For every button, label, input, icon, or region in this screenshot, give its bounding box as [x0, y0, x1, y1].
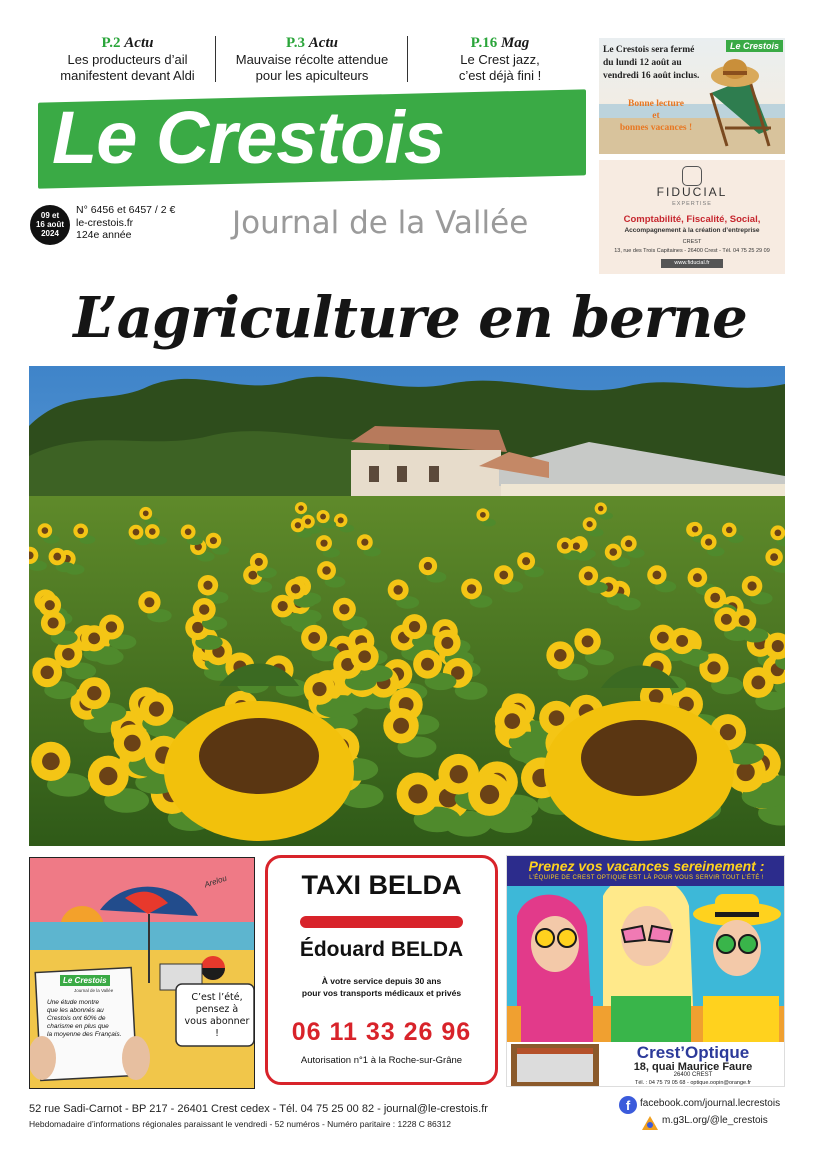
teaser-text-line1: Les producteurs d’ail	[67, 52, 188, 67]
sunflower-core	[770, 553, 778, 561]
sunflower-core	[586, 521, 592, 527]
sunflower-core	[88, 632, 100, 644]
bubble-line: pensez à	[195, 1004, 239, 1015]
fiducial-services: Comptabilité, Fiscalité, Social,	[623, 214, 761, 225]
issue-info	[76, 204, 175, 242]
sunflower-core	[62, 648, 75, 661]
taxi-service-line1: À votre service depuis 30 ans	[321, 976, 442, 986]
sunflower-core	[338, 517, 344, 523]
teaser-p2[interactable]	[40, 34, 215, 86]
sunflower-core	[737, 763, 755, 781]
closure-ad-wish	[601, 98, 711, 134]
sunflower-core	[48, 618, 59, 629]
teaser-section: Actu	[308, 35, 338, 51]
sunflower-core	[739, 615, 750, 626]
sunflower-core	[653, 571, 662, 580]
front-page-headline[interactable]: L’agriculture en berne	[73, 285, 747, 351]
sunflower-core	[308, 632, 320, 644]
sunflower-core	[657, 632, 669, 644]
fiducial-website[interactable]: www.fiducial.fr	[661, 259, 723, 268]
teaser-p16[interactable]	[410, 34, 590, 86]
sunflower-core	[203, 581, 212, 590]
sunflower-core	[305, 518, 311, 524]
sunflower-core	[248, 571, 257, 580]
taxi-service-line2: pour vos transports médicaux et privés	[301, 988, 462, 998]
sunflower-core	[573, 543, 580, 550]
sunflower-core	[99, 767, 117, 785]
sunflower-core	[408, 784, 427, 803]
sunflower-core	[705, 539, 712, 546]
issue-number: N° 6456 et 6457 / 2 €	[76, 204, 176, 216]
sunflower-core	[421, 658, 434, 671]
masthead-title[interactable]: Le Crestois	[52, 96, 445, 179]
closure-ad-logo: Le Crestois	[726, 40, 783, 52]
teaser-page: P.3	[286, 35, 306, 51]
teaser-divider	[407, 36, 408, 82]
sunflower-core	[87, 686, 101, 700]
facebook-link[interactable]: facebook.com/journal.lecrestois	[640, 1098, 781, 1109]
sunflower-core	[106, 621, 117, 632]
optique-title: Prenez vos vacances sereinement :	[528, 858, 765, 874]
taxi-red-bar	[300, 916, 463, 928]
closure-notice-ad[interactable]	[599, 38, 785, 154]
taxi-phone[interactable]: 06 11 33 26 96	[291, 1018, 472, 1046]
sunflower-core	[561, 542, 568, 549]
sunflower-core	[53, 553, 61, 561]
sunflower-core	[393, 718, 409, 734]
sunflower-core	[312, 682, 326, 696]
closure-line: vendredi 16 août inclus.	[603, 71, 700, 81]
paper-line: charisme en plus que	[47, 1023, 109, 1030]
sunflower-core	[255, 558, 263, 566]
sunflower-core	[133, 529, 140, 536]
teaser-page: P.2	[101, 35, 121, 51]
taxi-title: TAXI BELDA	[301, 870, 462, 900]
sunflower-core	[77, 528, 84, 535]
footer-address: 52 rue Sadi-Carnot - BP 217 - 26401 Crest cedex - Tél. 04 75 25 00 82 - journal@le-crestois.fr	[29, 1103, 488, 1115]
date-badge-line: 09 et	[40, 211, 60, 220]
sunflower-core	[358, 650, 371, 663]
sunflower-core	[320, 540, 327, 547]
sunflower-core	[278, 601, 288, 611]
sunflower-core	[393, 585, 402, 594]
sunflower-core	[721, 614, 732, 625]
sunflower-core	[339, 604, 349, 614]
closure-line: du lundi 12 août au	[603, 58, 682, 68]
sunflower-core	[584, 571, 593, 580]
sunflower-core	[692, 526, 699, 533]
masthead-tagline: Journal de la Vallée	[232, 205, 529, 241]
teaser-text-line2: manifestent devant Aldi	[60, 68, 195, 83]
sunflower-core	[291, 584, 300, 593]
wish-line: Bonne lecture	[627, 99, 685, 109]
sunflower-core	[775, 529, 782, 536]
teaser-page: P.16	[470, 35, 498, 51]
sunflower-core	[693, 573, 702, 582]
teaser-ref	[40, 34, 215, 52]
sunflower-core	[554, 649, 567, 662]
paper-line: la moyenne des Français.	[47, 1031, 122, 1038]
sunflower-core	[582, 635, 594, 647]
sunflower-core	[199, 604, 209, 614]
fiducial-accompaniment: Accompagnement à la création d’entreprise	[624, 227, 760, 234]
sunflower-core	[609, 548, 617, 556]
sunflower-core	[549, 710, 565, 726]
sunflower-core	[467, 584, 476, 593]
issue-website[interactable]: le-crestois.fr	[76, 216, 134, 229]
teaser-divider	[215, 36, 216, 82]
social-link[interactable]: m.g3L.org/@le_crestois	[662, 1115, 768, 1126]
fiducial-logo-icon	[682, 166, 702, 186]
teaser-ref	[410, 34, 590, 52]
teaser-section: Mag	[500, 35, 530, 51]
sunflower-core	[522, 557, 530, 565]
sunflower-core	[676, 635, 688, 647]
crest-optique-ad[interactable]	[506, 855, 785, 1087]
sunflower-core	[499, 571, 508, 580]
sunflower-core	[710, 593, 720, 603]
sunflower-core	[480, 785, 499, 804]
fiducial-address: 13, rue des Trois Capitaines - 26400 Crest - Tél. 04 75 25 29 09	[614, 248, 770, 254]
sunflower-core	[441, 637, 453, 649]
subscription-cartoon[interactable]	[29, 857, 255, 1089]
sunflower-core	[210, 537, 217, 544]
fiducial-name: FIDUCIAL	[656, 185, 728, 199]
optique-address: 18, quai Maurice Faure	[633, 1061, 753, 1073]
issue-year: 124e année	[76, 229, 132, 241]
taxi-authorization: Autorisation n°1 à la Roche-sur-Grâne	[300, 1055, 463, 1066]
fiducial-sub: EXPERTISE	[672, 201, 712, 207]
paper-line: Crestois ont 60% de	[47, 1015, 106, 1022]
sunflower-core	[361, 539, 368, 546]
footer-publication-info: Hebdomadaire d’informations régionales paraissant le vendredi - 52 numéros - Numéro paritaire : 1228 C 86312	[29, 1119, 451, 1129]
sunflower-core	[598, 506, 604, 512]
sunflower-core	[149, 701, 164, 716]
sunflower-core	[295, 522, 301, 528]
mastodon-icon[interactable]	[642, 1116, 658, 1130]
teaser-text-line2: c’est déjà fini !	[458, 68, 542, 83]
bubble-line: vous abonner !	[184, 1016, 250, 1039]
teaser-p3[interactable]	[218, 34, 406, 86]
teaser-ref	[218, 34, 406, 52]
teaser-section: Actu	[124, 35, 154, 51]
sunflower-core	[143, 510, 149, 516]
cartoon-paper-logo-sub: Journal de la Vallée	[74, 988, 114, 993]
sunflower-core	[185, 529, 192, 536]
sunflower-core	[192, 622, 203, 633]
bubble-line: C’est l’été,	[191, 992, 243, 1003]
sunflower-core	[41, 666, 54, 679]
wish-line: bonnes vacances !	[619, 123, 693, 133]
optique-subtitle: L’ÉQUIPE DE CREST OPTIQUE EST LÀ POUR VOUS SERVIR TOUT L’ÉTÉ !	[529, 875, 764, 881]
cartoon-paper-text	[47, 999, 123, 1039]
cartoon-speech-bubble	[182, 992, 252, 1040]
wish-line: et	[652, 111, 660, 121]
sunflower-core	[409, 621, 420, 632]
sunflower-core	[726, 527, 733, 534]
date-badge-line: 2024	[41, 229, 59, 238]
sunflower-core	[504, 713, 520, 729]
sunflower-core	[42, 752, 60, 770]
taxi-belda-ad[interactable]	[265, 855, 498, 1085]
sunflower-core	[424, 562, 432, 570]
sunflower-core	[747, 581, 756, 590]
sunflower-core	[707, 661, 720, 674]
sunflower-core	[322, 566, 330, 574]
optique-brand: Crest’Optique	[636, 1043, 750, 1062]
taxi-owner-name: Édouard BELDA	[299, 938, 464, 961]
sunflower-core	[42, 527, 49, 534]
sunflower-field-illustration	[29, 366, 785, 846]
sunflower-core	[625, 540, 632, 547]
date-badge	[30, 205, 70, 245]
sunflower-core	[320, 514, 326, 520]
sunflower-core	[751, 676, 765, 690]
cartoon-paper-logo: Le Crestois	[60, 975, 110, 986]
sunflower-core	[124, 735, 141, 752]
teaser-text-line1: Mauvaise récolte attendue	[235, 52, 389, 67]
sunflower-core	[298, 505, 304, 511]
sunflower-core	[45, 600, 55, 610]
fiducial-ad[interactable]	[599, 160, 785, 274]
teaser-text-line1: Le Crest jazz,	[460, 52, 540, 67]
beach-cartoon-illustration	[30, 858, 255, 1089]
paper-line: Une étude montre	[47, 999, 100, 1006]
optique-city: 26400 CREST	[673, 1072, 713, 1078]
sunflower-field-photo	[29, 366, 785, 846]
sunflower-core	[480, 512, 486, 518]
teaser-text-line2: pour les apiculteurs	[255, 68, 369, 83]
closure-line: Le Crestois sera fermé	[603, 45, 695, 55]
fiducial-city: CREST	[682, 239, 702, 245]
paper-line: que les abonnés au	[47, 1007, 104, 1014]
sunflower-core	[450, 765, 468, 783]
sunflower-core	[144, 597, 154, 607]
optique-contact[interactable]: Tél. : 04 75 79 05 68 - optique.oopin@orange.fr	[635, 1080, 751, 1086]
sunflower-core	[772, 640, 784, 652]
cartoon-signature: Arelou	[203, 873, 228, 890]
date-badge-line: 16 août	[35, 220, 64, 229]
sunflower-core	[149, 528, 156, 535]
facebook-icon[interactable]: f	[619, 1096, 637, 1114]
closure-ad-text	[603, 44, 713, 83]
